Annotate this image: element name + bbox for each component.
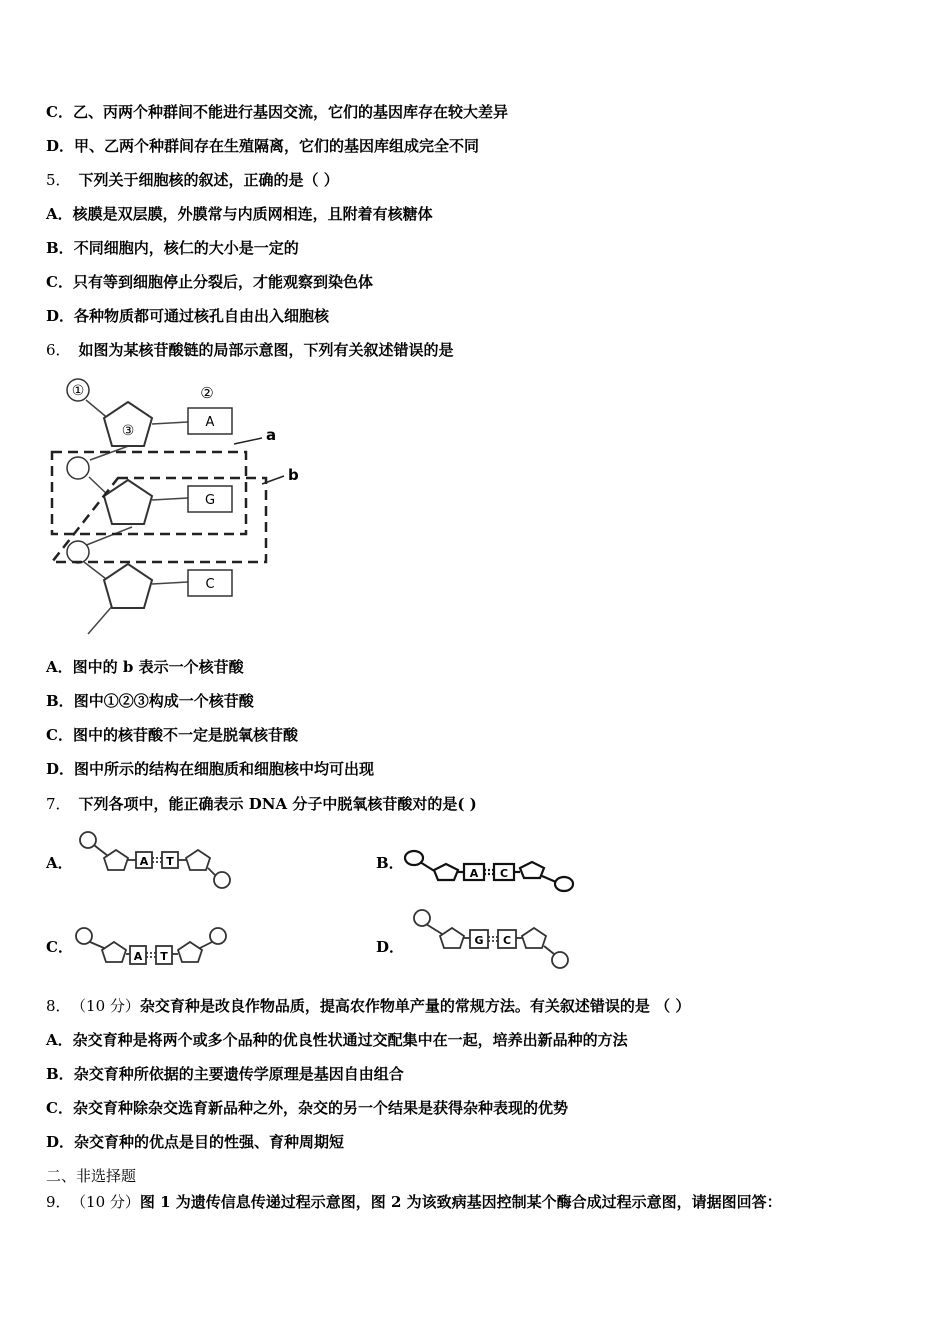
option-label: C．: [46, 103, 73, 121]
question-text: 杂交育种是改良作物品质，提高农作物单产量的常规方法。有关叙述错误的是 （ ）: [139, 997, 691, 1015]
q5-option-c: [46, 272, 373, 292]
option-label: C．: [46, 726, 73, 744]
question-6-stem: [46, 340, 454, 360]
question-text: 下列关于细胞核的叙述，正确的是（ ）: [78, 171, 339, 189]
phosphate-circle: [67, 541, 89, 563]
option-label: A．: [46, 658, 73, 676]
base-label: A: [469, 867, 479, 880]
label-a: a: [266, 426, 277, 444]
option-text: 图中的 b 表示一个核苷酸: [72, 658, 244, 676]
marker-2: ②: [200, 384, 214, 402]
base-label: T: [160, 950, 168, 963]
option-c: [46, 102, 508, 122]
sugar-pentagon: [104, 480, 152, 524]
base-label: A: [139, 855, 149, 868]
base-label: A: [133, 950, 143, 963]
q6-option-c: [46, 725, 298, 745]
base-label: C: [205, 577, 215, 592]
q7-option-c-label: C．: [46, 938, 73, 956]
option-text: 核膜是双层膜，外膜常与内质网相连，且附着有核糖体: [72, 205, 433, 223]
q7-option-c-figure: [72, 924, 232, 974]
option-label: A．: [46, 205, 73, 223]
q5-option-a: [46, 204, 433, 224]
question-number: 5．: [46, 171, 71, 189]
option-label: B．: [46, 692, 74, 710]
option-label: B．: [46, 239, 74, 257]
q8-option-c: [46, 1098, 568, 1118]
question-number: 8．: [46, 997, 71, 1015]
q8-option-a: [46, 1030, 628, 1050]
option-text: 图中的核苷酸不一定是脱氧核苷酸: [72, 726, 298, 744]
question-number: 7．: [46, 795, 71, 813]
base-label: C: [499, 867, 509, 880]
q8-option-b: [46, 1064, 404, 1084]
option-text: 杂交育种所依据的主要遗传学原理是基因自由组合: [73, 1065, 404, 1083]
nucleotide-chain-figure: [44, 372, 314, 638]
option-text: 杂交育种是将两个或多个品种的优良性状通过交配集中在一起，培养出新品种的方法: [72, 1031, 628, 1049]
base-label: T: [166, 855, 174, 868]
option-text: 甲、乙两个种群间存在生殖隔离，它们的基因库组成完全不同: [74, 137, 480, 155]
option-text: 图中①②③构成一个核苷酸: [73, 692, 254, 710]
option-text: 各种物质都可通过核孔自由出入细胞核: [74, 307, 330, 325]
label-b: b: [288, 466, 299, 484]
section-title: 二、非选择题: [46, 1167, 137, 1185]
option-text: 不同细胞内，核仁的大小是一定的: [73, 239, 299, 257]
option-d: [46, 136, 479, 156]
question-7-stem: [46, 794, 477, 814]
q7-option-b-figure: [402, 846, 578, 896]
option-text: 杂交育种的优点是目的性强、育种周期短: [74, 1133, 345, 1151]
option-text: 图中所示的结构在细胞质和细胞核中均可出现: [74, 760, 375, 778]
question-text: 图 1 为遗传信息传递过程示意图，图 2 为该致病基因控制某个酶合成过程示意图，请据图回答：: [139, 1193, 782, 1211]
question-score: （10 分）: [78, 1193, 140, 1211]
option-label: A．: [46, 1031, 73, 1049]
base-label: G: [474, 934, 484, 947]
question-5-stem: [46, 170, 339, 190]
option-text: 杂交育种除杂交选育新品种之外，杂交的另一个结果是获得杂种表现的优势: [72, 1099, 568, 1117]
option-label: D．: [46, 760, 75, 778]
question-8-stem: [46, 996, 690, 1016]
sugar-pentagon: [104, 564, 152, 608]
q7-option-d-label: D．: [376, 938, 405, 956]
q6-option-a: [46, 657, 244, 677]
q7-option-d-figure: [408, 906, 574, 972]
question-text: 如图为某核苷酸链的局部示意图，下列有关叙述错误的是: [78, 341, 454, 359]
q5-option-d: [46, 306, 329, 326]
option-text: 乙、丙两个种群间不能进行基因交流，它们的基因库存在较大差异: [72, 103, 508, 121]
option-label: D．: [46, 1133, 75, 1151]
q7-option-a-figure: [76, 828, 238, 892]
question-number: 6．: [46, 341, 71, 359]
marker-3: ③: [121, 423, 135, 439]
option-label: D．: [46, 307, 75, 325]
phosphate-circle: [67, 457, 89, 479]
option-label: C．: [46, 1099, 73, 1117]
marker-1: ①: [71, 383, 85, 399]
option-label: B．: [46, 1065, 74, 1083]
base-label: A: [205, 415, 215, 430]
q7-option-b-label: B．: [376, 854, 404, 872]
base-label: G: [204, 493, 216, 508]
question-score: （10 分）: [78, 997, 140, 1015]
q5-option-b: [46, 238, 299, 258]
option-text: 只有等到细胞停止分裂后，才能观察到染色体: [72, 273, 373, 291]
question-text: 下列各项中，能正确表示 DNA 分子中脱氧核苷酸对的是( ): [78, 795, 477, 813]
option-label: D．: [46, 137, 75, 155]
question-9-stem: [46, 1192, 782, 1212]
q8-option-d: [46, 1132, 344, 1152]
question-number: 9．: [46, 1193, 71, 1211]
q6-option-b: [46, 691, 254, 711]
option-label: C．: [46, 273, 73, 291]
q7-option-a-label: A．: [46, 854, 73, 872]
q6-option-d: [46, 759, 374, 779]
base-label: C: [502, 934, 512, 947]
